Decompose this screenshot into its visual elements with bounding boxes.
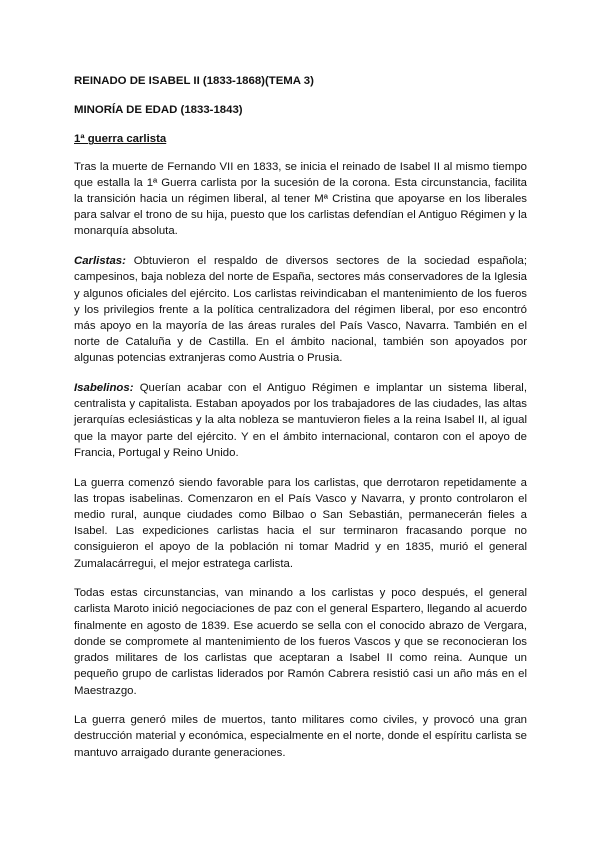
paragraph-text: Tras la muerte de Fernando VII en 1833, se inicia el reinado de Isabel II al mismo tiempo que estalla la 1ª Guerra carlista por la sucesión de la corona. Esta circunstancia, facilita la transición hacia un régimen liberal, al tener Mª Cristina que apoyarse en los liberales para salvar el trono de su hija, puesto que los carlistas defendían el Antiguo Régimen y la monarquía absoluta.: [74, 160, 527, 238]
paragraph-peace: [74, 585, 527, 698]
document-body: [74, 73, 527, 774]
document-title: REINADO DE ISABEL II (1833-1868)(TEMA 3): [74, 75, 314, 87]
paragraph-text: Querían acabar con el Antiguo Régimen e implantar un sistema liberal, centralista y capitalista. Estaban apoyados por los trabajadores de las ciudades, las altas jerarquías eclesiásticas y la alta nobleza se mantuvieron fieles a la reina Isabel II, al igual que la mayor parte del ejército. Y en el ámbito internacional, contaron con el apoyo de Francia, Portugal y Reino Unido.: [74, 382, 527, 459]
paragraph-isabelinos: [74, 380, 527, 461]
paragraph-lead-isabelinos: Isabelinos:: [74, 382, 134, 395]
paragraph-text: La guerra generó miles de muertos, tanto militares como civiles, y provocó una gran destrucción material y económica, especialmente en el norte, donde el espíritu carlista se mantuvo arraigado durante generaciones.: [74, 714, 527, 759]
paragraph-consequences: [74, 712, 527, 761]
paragraph-text: Obtuvieron el respaldo de diversos sectores de la sociedad española; campesinos, baja nobleza del norte de España, sectores más conservadores de la Iglesia y algunos oficiales del ejército. Los carlistas reivindicaban el mantenimiento de los fueros y los privilegios frente a la política centralizadora del régimen liberal, por eso encontró más apoyo en la mayoría de las áreas rurales del País Vasco, Navarra. También en el norte de Cataluña y de Castilla. En el ámbito nacional, también son apoyados por algunas potencias extranjeras como Austria o Prusia.: [74, 255, 527, 365]
section-heading: 1ª guerra carlista: [74, 133, 167, 146]
paragraph-lead-carlistas: Carlistas:: [74, 255, 126, 268]
paragraph-war-course: [74, 475, 527, 572]
paragraph-text: La guerra comenzó siendo favorable para los carlistas, que derrotaron repetidamente a las tropas isabelinas. Comenzaron en el País Vasco y Navarra, y pronto controlaron el medio rural, aunque ciudades como Bilbao o San Sebastián, permanecerán fieles a Isabel. Las expediciones carlistas hacia el sur terminaron fracasando porque no consiguieron el apoyo de la población ni tomar Madrid y en 1835, murió el general Zumalacárregui, el mejor estratega carlista.: [74, 476, 527, 570]
paragraph-intro: [74, 159, 527, 240]
section-subtitle: MINORÍA DE EDAD (1833-1843): [74, 104, 243, 117]
paragraph-carlistas: [74, 253, 527, 366]
paragraph-text: Todas estas circunstancias, van minando a los carlistas y poco después, el general carlista Maroto inició negociaciones de paz con el general Espartero, llegando al acuerdo finalmente en agosto de 1839. Ese acuerdo se sella con el conocido abrazo de Vergara, donde se compromete al mantenimiento de los fueros Vascos y que se reconocieran los grados militares de los carlistas que aceptaran a Isabel II como reina. Aunque un pequeño grupo de carlistas liderados por Ramón Cabrera resistió casi un año más en el Maestrazgo.: [74, 587, 527, 697]
